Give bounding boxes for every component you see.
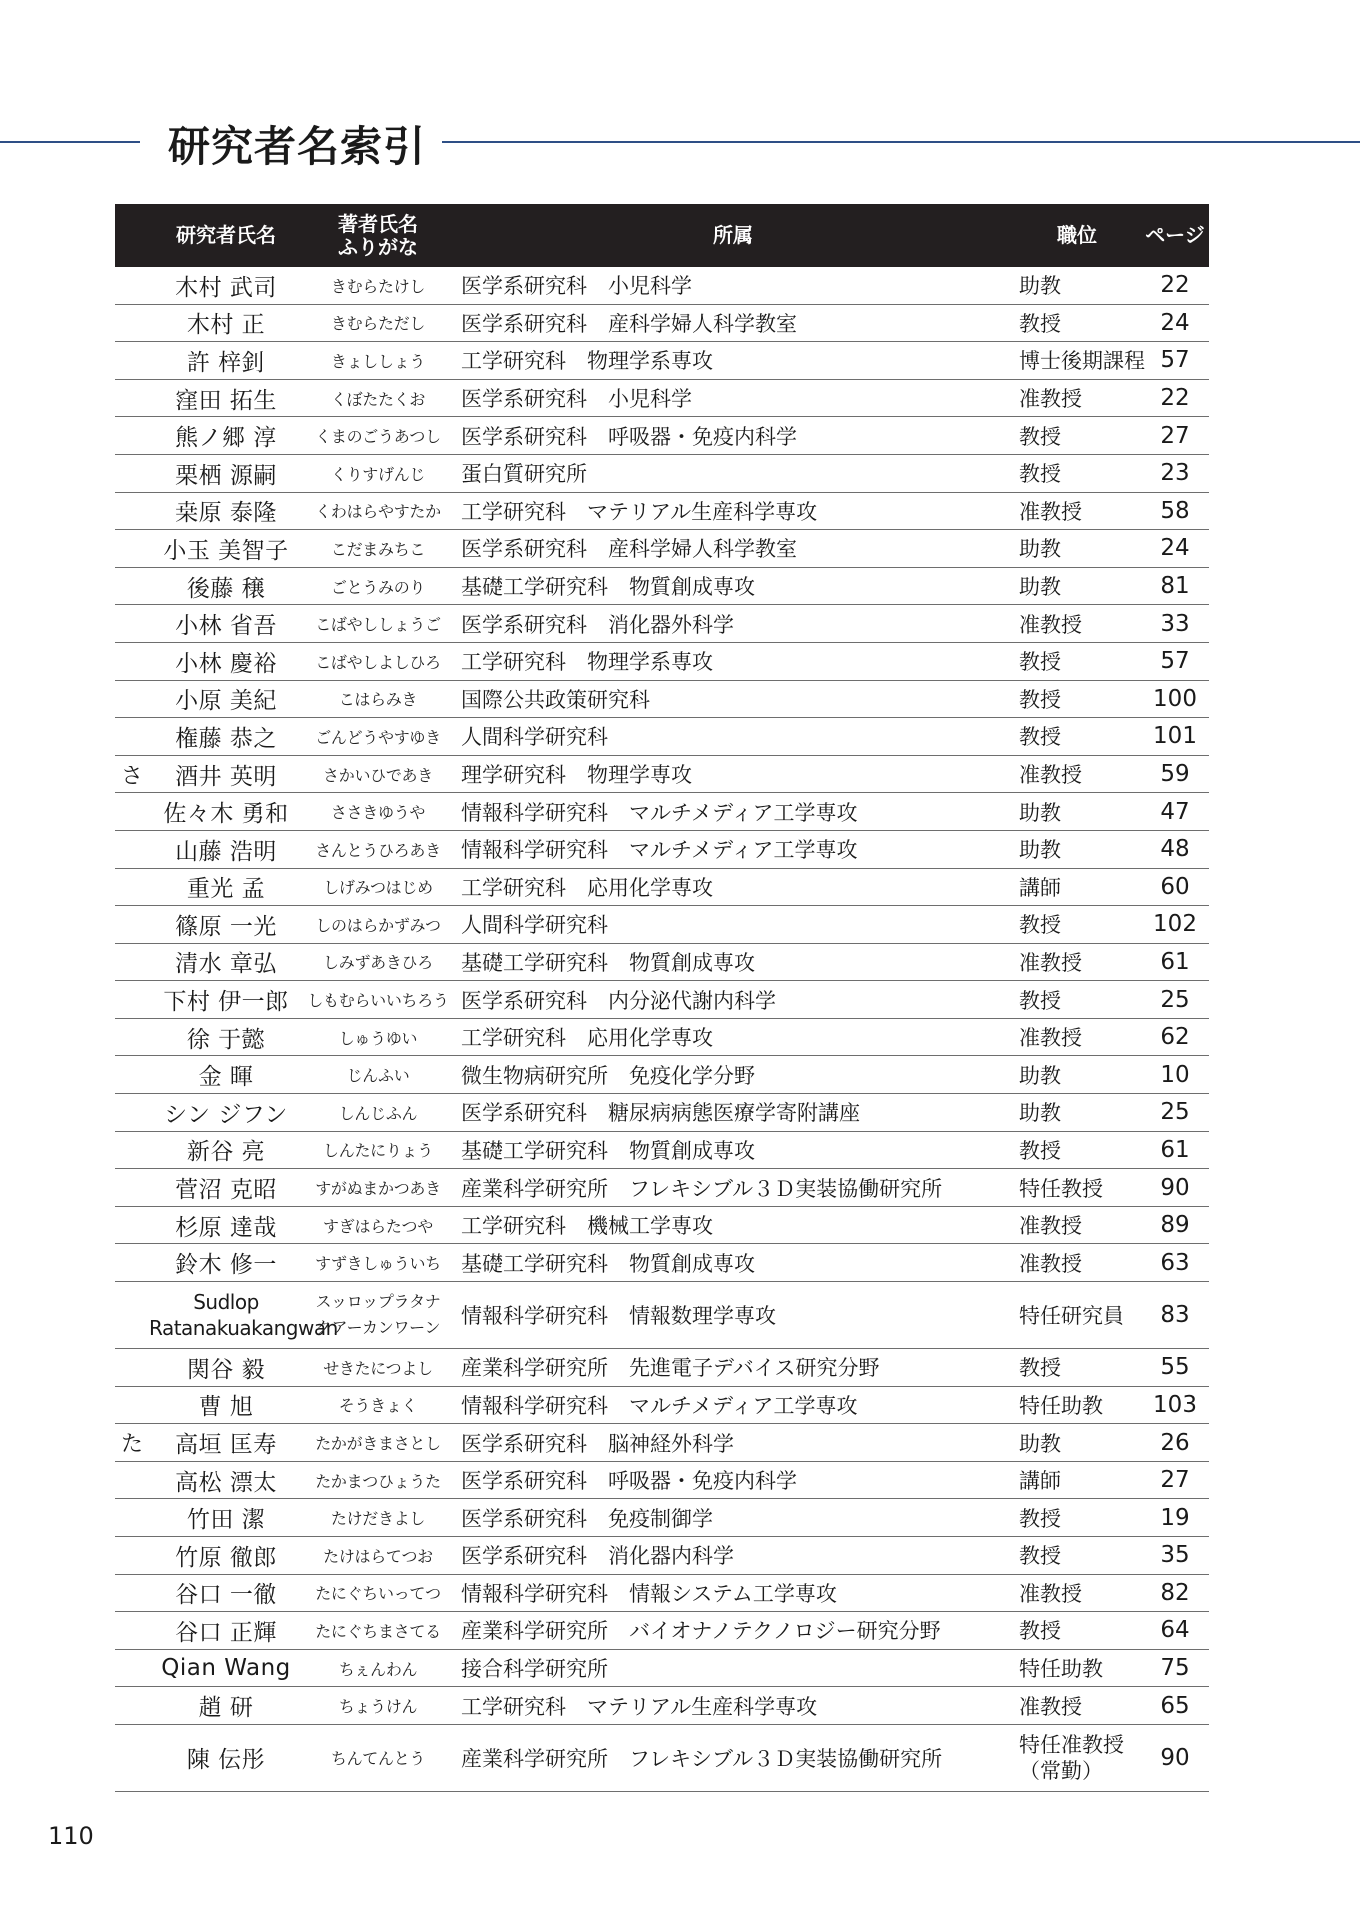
table-row: [115, 1499, 1209, 1537]
researcher-furigana: じんふい: [303, 1056, 453, 1094]
researcher-position: 准教授: [1013, 1206, 1141, 1244]
page-reference: 27: [1141, 1461, 1209, 1499]
table-row: [115, 492, 1209, 530]
kana-section-label: [115, 1574, 149, 1612]
researcher-furigana: たにぐちいってつ: [303, 1574, 453, 1612]
researcher-affiliation: 情報科学研究科 マルチメディア工学専攻: [453, 830, 1013, 868]
researcher-name: 下村 伊一郎: [149, 981, 303, 1019]
researcher-affiliation: 工学研究科 物理学系専攻: [453, 342, 1013, 380]
table-row: [115, 417, 1209, 455]
page-reference: 101: [1141, 718, 1209, 756]
page-reference: 90: [1141, 1169, 1209, 1207]
researcher-affiliation: 人間科学研究科: [453, 906, 1013, 944]
researcher-position: 助教: [1013, 1094, 1141, 1132]
researcher-name: [149, 1282, 338, 1349]
page-number: 110: [48, 1822, 94, 1850]
researcher-name: 栗栖 源嗣: [149, 454, 303, 492]
researcher-affiliation: 医学系研究科 免疫制御学: [453, 1499, 1013, 1537]
researcher-position: 助教: [1013, 530, 1141, 568]
table-row: [115, 1612, 1209, 1650]
researcher-furigana: こだまみちこ: [303, 530, 453, 568]
researcher-furigana: ちぇんわん: [303, 1649, 453, 1687]
kana-section-label: [115, 304, 149, 342]
table-row: [115, 267, 1209, 304]
page-reference: 57: [1141, 642, 1209, 680]
header-page: ページ: [1141, 204, 1209, 267]
kana-section-label: [115, 1386, 149, 1424]
researcher-furigana: [303, 1282, 453, 1349]
researcher-furigana: しゅうゆい: [303, 1018, 453, 1056]
researcher-name: 金 暉: [149, 1056, 303, 1094]
table-row: [115, 1131, 1209, 1169]
researcher-name-line: Ratanakuakangwan: [149, 1316, 338, 1341]
researcher-name: 山藤 浩明: [149, 830, 303, 868]
researcher-affiliation: 人間科学研究科: [453, 718, 1013, 756]
researcher-position: 教授: [1013, 1537, 1141, 1575]
kana-section-label: [115, 567, 149, 605]
researcher-position-line: 特任准教授: [1019, 1732, 1124, 1757]
kana-section-label: [115, 417, 149, 455]
researcher-position: 特任助教: [1013, 1649, 1141, 1687]
page-reference: 57: [1141, 342, 1209, 380]
page-reference: 63: [1141, 1244, 1209, 1282]
researcher-affiliation: 工学研究科 マテリアル生産科学専攻: [453, 1687, 1013, 1725]
researcher-affiliation: 情報科学研究科 情報システム工学専攻: [453, 1574, 1013, 1612]
page-reference: 33: [1141, 605, 1209, 643]
table-row: [115, 906, 1209, 944]
researcher-affiliation: 医学系研究科 産科学婦人科学教室: [453, 530, 1013, 568]
researcher-position: 教授: [1013, 1612, 1141, 1650]
page-reference: 27: [1141, 417, 1209, 455]
header-position: 職位: [1013, 204, 1141, 267]
table-row: [115, 868, 1209, 906]
researcher-furigana: しげみつはじめ: [303, 868, 453, 906]
kana-section-label: [115, 379, 149, 417]
page-reference: 90: [1141, 1724, 1209, 1791]
researcher-name: 佐々木 勇和: [149, 793, 303, 831]
researcher-name-line: Sudlop: [193, 1290, 259, 1315]
researcher-position: 教授: [1013, 454, 1141, 492]
table-row: [115, 943, 1209, 981]
researcher-name: 杉原 達哉: [149, 1206, 303, 1244]
table-row: [115, 1349, 1209, 1387]
table-row: [115, 1282, 1209, 1349]
table-row: [115, 304, 1209, 342]
table-row: [115, 1206, 1209, 1244]
researcher-position: 准教授: [1013, 1574, 1141, 1612]
page-reference: 55: [1141, 1349, 1209, 1387]
researcher-furigana: くわはらやすたか: [303, 492, 453, 530]
researcher-affiliation: 工学研究科 マテリアル生産科学専攻: [453, 492, 1013, 530]
kana-section-label: さ: [115, 755, 149, 793]
researcher-position: 助教: [1013, 1056, 1141, 1094]
researcher-name: 曹 旭: [149, 1386, 303, 1424]
page-reference: 22: [1141, 379, 1209, 417]
researcher-position: 特任研究員: [1013, 1282, 1141, 1349]
researcher-position: 教授: [1013, 906, 1141, 944]
page-reference: 61: [1141, 943, 1209, 981]
kana-section-label: [115, 1612, 149, 1650]
researcher-affiliation: 基礎工学研究科 物質創成専攻: [453, 1131, 1013, 1169]
page-reference: 48: [1141, 830, 1209, 868]
kana-section-label: [115, 906, 149, 944]
researcher-position: 准教授: [1013, 1244, 1141, 1282]
kana-section-label: [115, 605, 149, 643]
page-reference: 24: [1141, 530, 1209, 568]
researcher-affiliation: 医学系研究科 消化器外科学: [453, 605, 1013, 643]
researcher-affiliation: 情報科学研究科 マルチメディア工学専攻: [453, 793, 1013, 831]
researcher-position: 准教授: [1013, 1018, 1141, 1056]
researcher-affiliation: 接合科学研究所: [453, 1649, 1013, 1687]
page-reference: 65: [1141, 1687, 1209, 1725]
researcher-affiliation: 医学系研究科 小児科学: [453, 267, 1013, 304]
researcher-name: 小林 省吾: [149, 605, 303, 643]
table-row: [115, 1169, 1209, 1207]
table-row: [115, 1424, 1209, 1462]
kana-section-label: [115, 1056, 149, 1094]
page-title: 研究者名索引: [168, 122, 427, 171]
table-body: [115, 267, 1209, 1791]
researcher-furigana: こはらみき: [303, 680, 453, 718]
table-row: [115, 1461, 1209, 1499]
kana-section-label: [115, 830, 149, 868]
researcher-affiliation: 国際公共政策研究科: [453, 680, 1013, 718]
kana-section-label: [115, 943, 149, 981]
kana-section-label: [115, 1244, 149, 1282]
table-row: [115, 567, 1209, 605]
kana-section-label: [115, 1206, 149, 1244]
researcher-furigana: きむらただし: [303, 304, 453, 342]
table-row: [115, 1094, 1209, 1132]
table-row: [115, 1056, 1209, 1094]
page-reference: 102: [1141, 906, 1209, 944]
researcher-furigana: しんじふん: [303, 1094, 453, 1132]
researcher-position: 教授: [1013, 1131, 1141, 1169]
table-row: [115, 981, 1209, 1019]
researcher-affiliation: 産業科学研究所 フレキシブル３Ｄ実装協働研究所: [453, 1169, 1013, 1207]
researcher-affiliation: 医学系研究科 消化器内科学: [453, 1537, 1013, 1575]
researcher-position: 博士後期課程: [1013, 342, 1141, 380]
researcher-furigana: くまのごうあつし: [303, 417, 453, 455]
researcher-name: 熊ノ郷 淳: [149, 417, 303, 455]
researcher-position: 教授: [1013, 642, 1141, 680]
researcher-affiliation: 医学系研究科 呼吸器・免疫内科学: [453, 417, 1013, 455]
researcher-furigana: たけはらてつお: [303, 1537, 453, 1575]
kana-section-label: [115, 1282, 149, 1349]
kana-section-label: [115, 530, 149, 568]
table-row: [115, 1649, 1209, 1687]
researcher-position: [1013, 1724, 1141, 1791]
researcher-affiliation: 情報科学研究科 マルチメディア工学専攻: [453, 1386, 1013, 1424]
researcher-position: 教授: [1013, 304, 1141, 342]
researcher-furigana: たにぐちまさてる: [303, 1612, 453, 1650]
researcher-furigana: たかがきまさとし: [303, 1424, 453, 1462]
table-row: [115, 680, 1209, 718]
page-reference: 89: [1141, 1206, 1209, 1244]
researcher-affiliation: 微生物病研究所 免疫化学分野: [453, 1056, 1013, 1094]
table-header: [115, 204, 1209, 267]
header-name: 研究者氏名: [149, 204, 303, 267]
title-row: [0, 106, 1360, 176]
researcher-position: 教授: [1013, 981, 1141, 1019]
page-reference: 24: [1141, 304, 1209, 342]
table-row: [115, 1018, 1209, 1056]
kana-section-label: [115, 1461, 149, 1499]
researcher-furigana: しのはらかずみつ: [303, 906, 453, 944]
researcher-name: 清水 章弘: [149, 943, 303, 981]
researcher-position: 助教: [1013, 830, 1141, 868]
researcher-position: 助教: [1013, 793, 1141, 831]
researcher-name: 重光 孟: [149, 868, 303, 906]
researcher-position: 講師: [1013, 868, 1141, 906]
table-row: [115, 530, 1209, 568]
researcher-furigana: きむらたけし: [303, 267, 453, 304]
kana-section-label: [115, 1649, 149, 1687]
researcher-position: 特任助教: [1013, 1386, 1141, 1424]
researcher-affiliation: 理学研究科 物理学専攻: [453, 755, 1013, 793]
researcher-furigana: ちんてんとう: [303, 1724, 453, 1791]
kana-section-label: [115, 1018, 149, 1056]
kana-section-label: [115, 1349, 149, 1387]
table-row: [115, 718, 1209, 756]
researcher-affiliation: 医学系研究科 小児科学: [453, 379, 1013, 417]
researcher-name: 竹原 徹郎: [149, 1537, 303, 1575]
page-reference: 75: [1141, 1649, 1209, 1687]
researcher-furigana: くぼたたくお: [303, 379, 453, 417]
researcher-furigana-line: スッロップラタナ: [315, 1292, 441, 1312]
table-row: [115, 755, 1209, 793]
researcher-name: 小原 美紀: [149, 680, 303, 718]
researcher-furigana: ちょうけん: [303, 1687, 453, 1725]
researcher-furigana: ごんどうやすゆき: [303, 718, 453, 756]
researcher-furigana: しみずあきひろ: [303, 943, 453, 981]
researcher-affiliation: 情報科学研究科 情報数理学専攻: [453, 1282, 1013, 1349]
researcher-furigana: たかまつひょうた: [303, 1461, 453, 1499]
page-reference: 26: [1141, 1424, 1209, 1462]
kana-section-label: [115, 718, 149, 756]
table-row: [115, 830, 1209, 868]
kana-section-label: [115, 1537, 149, 1575]
page-reference: 35: [1141, 1537, 1209, 1575]
researcher-furigana: こばやししょうご: [303, 605, 453, 643]
researcher-affiliation: 基礎工学研究科 物質創成専攻: [453, 1244, 1013, 1282]
researcher-position: 准教授: [1013, 605, 1141, 643]
page-reference: 10: [1141, 1056, 1209, 1094]
header-furigana: [303, 204, 453, 267]
kana-section-label: [115, 680, 149, 718]
researcher-affiliation: 蛋白質研究所: [453, 454, 1013, 492]
kana-section-label: [115, 1169, 149, 1207]
researcher-furigana: すがぬまかつあき: [303, 1169, 453, 1207]
researcher-position: 教授: [1013, 680, 1141, 718]
researcher-furigana: しもむらいいちろう: [303, 981, 453, 1019]
researcher-affiliation: 工学研究科 応用化学専攻: [453, 1018, 1013, 1056]
table-row: [115, 605, 1209, 643]
researcher-position: 教授: [1013, 718, 1141, 756]
researcher-furigana: ごとうみのり: [303, 567, 453, 605]
researcher-position: 助教: [1013, 567, 1141, 605]
researcher-furigana: こばやしよしひろ: [303, 642, 453, 680]
kana-section-label: [115, 1724, 149, 1791]
page-reference: 25: [1141, 981, 1209, 1019]
page-reference: 47: [1141, 793, 1209, 831]
researcher-name: 酒井 英明: [149, 755, 303, 793]
page-reference: 23: [1141, 454, 1209, 492]
page-reference: 62: [1141, 1018, 1209, 1056]
researcher-furigana: すぎはらたつや: [303, 1206, 453, 1244]
researcher-affiliation: 産業科学研究所 バイオナノテクノロジー研究分野: [453, 1612, 1013, 1650]
researcher-name: 窪田 拓生: [149, 379, 303, 417]
researcher-name: 小玉 美智子: [149, 530, 303, 568]
researcher-furigana: しんたにりょう: [303, 1131, 453, 1169]
table-row: [115, 1724, 1209, 1791]
researcher-name: 篠原 一光: [149, 906, 303, 944]
page-reference: 64: [1141, 1612, 1209, 1650]
researcher-affiliation: 医学系研究科 呼吸器・免疫内科学: [453, 1461, 1013, 1499]
researcher-furigana: さかいひであき: [303, 755, 453, 793]
researcher-name: 関谷 毅: [149, 1349, 303, 1387]
researcher-name: 高垣 匡寿: [149, 1424, 303, 1462]
researcher-name: 徐 于懿: [149, 1018, 303, 1056]
kana-section-label: [115, 793, 149, 831]
header-furigana-line2: ふりがな: [338, 234, 418, 259]
researcher-furigana: すずきしゅういち: [303, 1244, 453, 1282]
table-row: [115, 1244, 1209, 1282]
table-row: [115, 379, 1209, 417]
researcher-furigana: くりすげんじ: [303, 454, 453, 492]
researcher-name: 新谷 亮: [149, 1131, 303, 1169]
researcher-position: 准教授: [1013, 943, 1141, 981]
researcher-name: 高松 漂太: [149, 1461, 303, 1499]
researcher-name: 許 梓釗: [149, 342, 303, 380]
title-rule-left: [0, 141, 140, 143]
page-reference: 83: [1141, 1282, 1209, 1349]
table-row: [115, 1537, 1209, 1575]
researcher-name: 桒原 泰隆: [149, 492, 303, 530]
researcher-affiliation: 工学研究科 応用化学専攻: [453, 868, 1013, 906]
kana-section-label: [115, 1094, 149, 1132]
page-reference: 61: [1141, 1131, 1209, 1169]
researcher-position: 教授: [1013, 417, 1141, 455]
researcher-affiliation: 医学系研究科 産科学婦人科学教室: [453, 304, 1013, 342]
kana-section-label: [115, 981, 149, 1019]
researcher-name: シン ジフン: [149, 1094, 303, 1132]
researcher-affiliation: 医学系研究科 糖尿病病態医療学寄附講座: [453, 1094, 1013, 1132]
header-furigana-line1: 著者氏名: [338, 211, 418, 236]
page-reference: 59: [1141, 755, 1209, 793]
page-reference: 19: [1141, 1499, 1209, 1537]
researcher-name: 木村 武司: [149, 267, 303, 304]
researcher-position: 助教: [1013, 267, 1141, 304]
kana-section-label: [115, 1499, 149, 1537]
researcher-position: 講師: [1013, 1461, 1141, 1499]
researcher-affiliation: 産業科学研究所 先進電子デバイス研究分野: [453, 1349, 1013, 1387]
researcher-name: Qian Wang: [149, 1649, 303, 1687]
researcher-position: 准教授: [1013, 1687, 1141, 1725]
researcher-furigana-line: クアーカンワーン: [315, 1318, 441, 1338]
table-row: [115, 642, 1209, 680]
kana-section-label: [115, 1687, 149, 1725]
table-row: [115, 1687, 1209, 1725]
page-reference: 58: [1141, 492, 1209, 530]
table-row: [115, 1574, 1209, 1612]
researcher-name: 鈴木 修一: [149, 1244, 303, 1282]
page-reference: 25: [1141, 1094, 1209, 1132]
researcher-name: 権藤 恭之: [149, 718, 303, 756]
page-reference: 22: [1141, 267, 1209, 304]
researcher-position-line: （常勤）: [1019, 1758, 1103, 1783]
researcher-position: 准教授: [1013, 379, 1141, 417]
researcher-position: 准教授: [1013, 755, 1141, 793]
researcher-position: 特任教授: [1013, 1169, 1141, 1207]
researcher-affiliation: 工学研究科 機械工学専攻: [453, 1206, 1013, 1244]
kana-section-label: [115, 492, 149, 530]
researcher-name: 木村 正: [149, 304, 303, 342]
researcher-furigana: せきたにつよし: [303, 1349, 453, 1387]
researcher-furigana: ささきゆうや: [303, 793, 453, 831]
researcher-affiliation: 工学研究科 物理学系専攻: [453, 642, 1013, 680]
researcher-position: 准教授: [1013, 492, 1141, 530]
researcher-position: 教授: [1013, 1349, 1141, 1387]
page-reference: 100: [1141, 680, 1209, 718]
researcher-name: 趙 研: [149, 1687, 303, 1725]
researcher-furigana: そうきょく: [303, 1386, 453, 1424]
title-rule-right: [442, 141, 1360, 143]
table-row: [115, 793, 1209, 831]
kana-section-label: た: [115, 1424, 149, 1462]
page-reference: 82: [1141, 1574, 1209, 1612]
researcher-furigana: たけだきよし: [303, 1499, 453, 1537]
researcher-position: 助教: [1013, 1424, 1141, 1462]
kana-section-label: [115, 868, 149, 906]
researcher-affiliation: 基礎工学研究科 物質創成専攻: [453, 567, 1013, 605]
researcher-affiliation: 基礎工学研究科 物質創成専攻: [453, 943, 1013, 981]
researcher-furigana: さんとうひろあき: [303, 830, 453, 868]
researcher-affiliation: 医学系研究科 脳神経外科学: [453, 1424, 1013, 1462]
researcher-name: 竹田 潔: [149, 1499, 303, 1537]
page-reference: 60: [1141, 868, 1209, 906]
kana-section-label: [115, 454, 149, 492]
researcher-name: 後藤 穣: [149, 567, 303, 605]
researcher-name: 陳 伝彤: [149, 1724, 303, 1791]
table-row: [115, 454, 1209, 492]
researcher-affiliation: 医学系研究科 内分泌代謝内科学: [453, 981, 1013, 1019]
kana-section-label: [115, 342, 149, 380]
kana-section-label: [115, 642, 149, 680]
researcher-name: 谷口 正輝: [149, 1612, 303, 1650]
researcher-position: 教授: [1013, 1499, 1141, 1537]
researcher-name: 小林 慶裕: [149, 642, 303, 680]
kana-section-label: [115, 1131, 149, 1169]
table-row: [115, 1386, 1209, 1424]
researcher-index-table: [115, 204, 1209, 1792]
page-reference: 81: [1141, 567, 1209, 605]
researcher-name: 谷口 一徹: [149, 1574, 303, 1612]
researcher-furigana: きょししょう: [303, 342, 453, 380]
table-row: [115, 342, 1209, 380]
page-reference: 103: [1141, 1386, 1209, 1424]
header-section: [115, 204, 149, 267]
researcher-name: 菅沼 克昭: [149, 1169, 303, 1207]
kana-section-label: [115, 267, 149, 304]
header-affiliation: 所属: [453, 204, 1013, 267]
researcher-affiliation: 産業科学研究所 フレキシブル３Ｄ実装協働研究所: [453, 1724, 1013, 1791]
